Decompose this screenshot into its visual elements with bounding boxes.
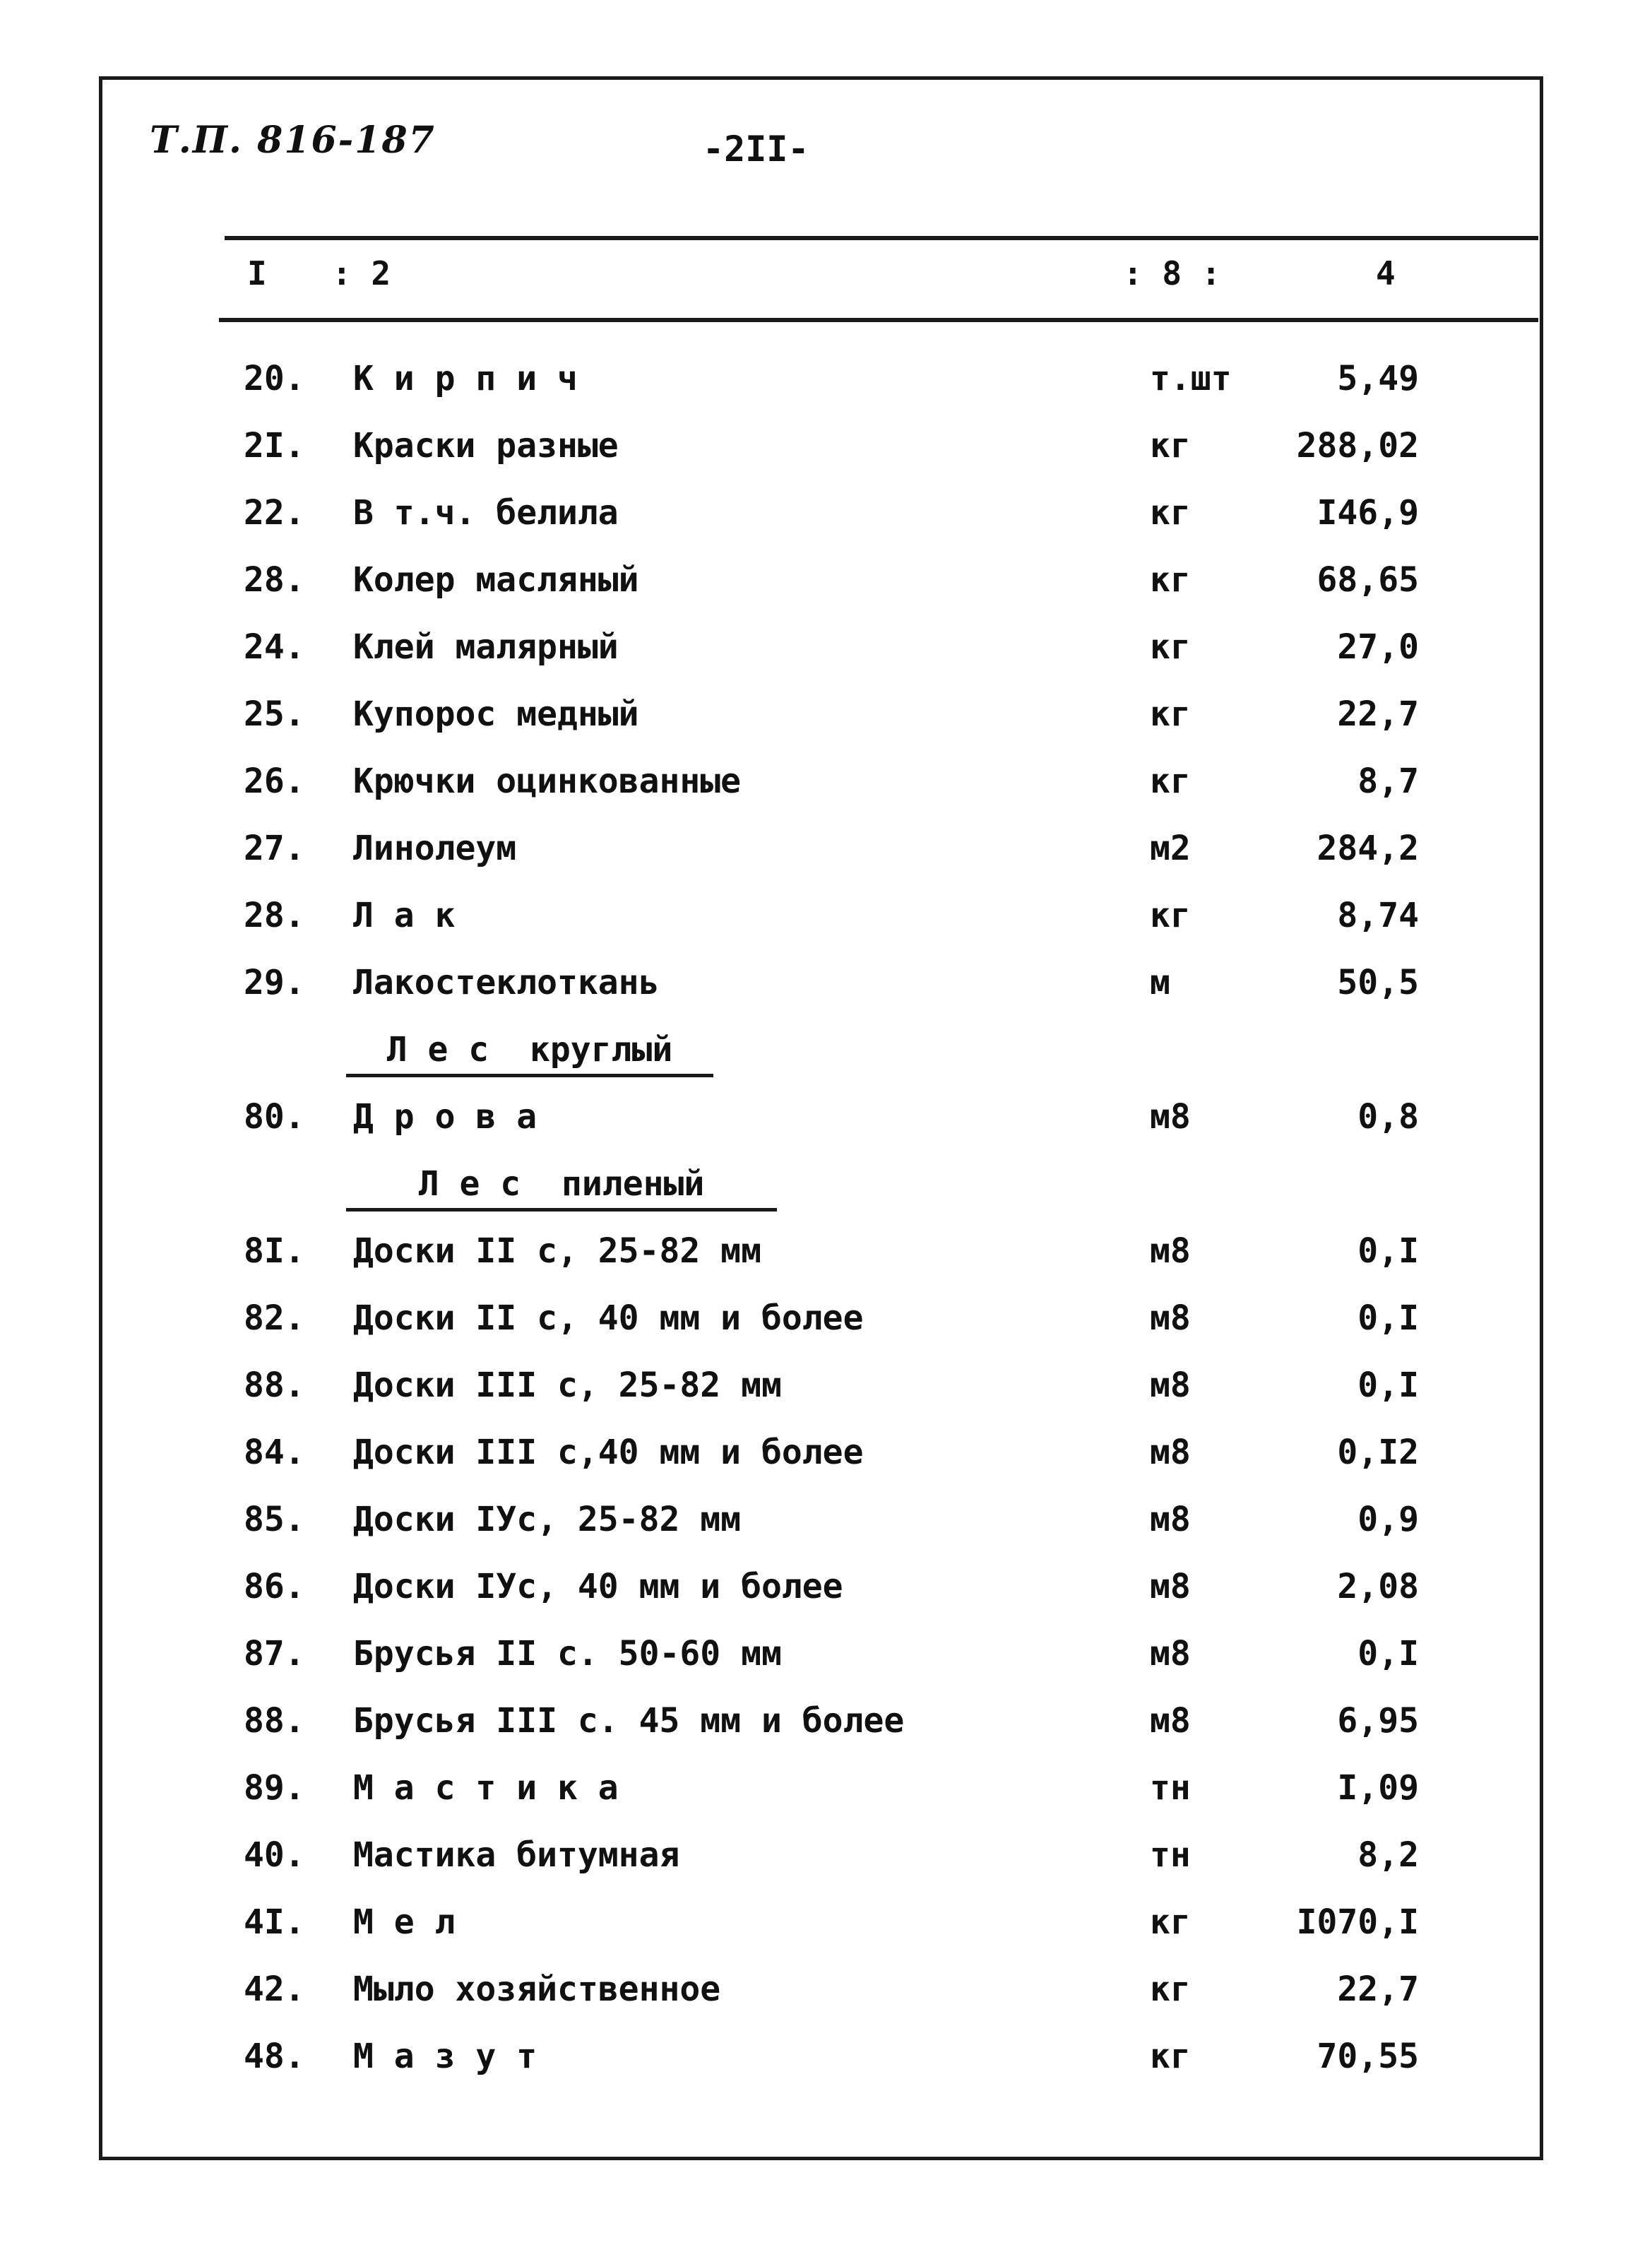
table-row [0,1701,1652,1758]
row-number: 88. [244,1366,305,1405]
row-name: Крючки оцинкованные [353,762,742,801]
row-number: 48. [244,2037,305,2076]
row-quantity: 5,49 [1337,359,1419,398]
row-name: Мыло хозяйственное [353,1969,721,2009]
row-number: 84. [244,1433,305,1472]
row-quantity: I46,9 [1317,493,1419,533]
row-name: Колер масляный [353,560,639,600]
row-quantity: 0,I [1357,1298,1419,1338]
row-quantity: I,09 [1337,1768,1419,1808]
row-number: 20. [244,359,305,398]
row-unit: кг [1150,560,1191,600]
row-unit: м8 [1150,1366,1191,1405]
row-quantity: 8,2 [1357,1835,1419,1875]
table-row [0,1567,1652,1623]
table-row [0,694,1652,751]
row-quantity: 22,7 [1337,694,1419,734]
row-unit: м8 [1150,1231,1191,1271]
row-quantity: 0,I [1357,1366,1419,1405]
row-number: 28. [244,560,305,600]
row-quantity: 70,55 [1317,2037,1419,2076]
row-name: В т.ч. белила [353,493,619,533]
row-unit: кг [1150,493,1191,533]
row-quantity: 6,95 [1337,1701,1419,1741]
table-row [0,2037,1652,2093]
table-row [0,963,1652,1019]
row-unit: т.шт [1150,359,1232,398]
header-bottom-rule [219,318,1538,322]
row-unit: кг [1150,1969,1191,2009]
row-number: 89. [244,1768,305,1808]
table-row [0,1835,1652,1892]
row-name: Брусья II с. 50-60 мм [353,1634,782,1674]
row-unit: м8 [1150,1097,1191,1137]
row-name: Доски IУс, 40 мм и более [353,1567,843,1606]
table-row [0,1768,1652,1825]
table-row [0,829,1652,885]
row-number: 4I. [244,1902,305,1942]
column-header-2: : 2 [332,254,391,292]
table-row [0,1433,1652,1489]
row-unit: м [1150,963,1170,1002]
row-unit: кг [1150,2037,1191,2076]
row-name: Краски разные [353,426,619,466]
row-name: Доски II с, 25-82 мм [353,1231,761,1271]
row-number: 85. [244,1500,305,1539]
row-unit: тн [1150,1835,1191,1875]
column-header-4: 4 [1376,254,1396,292]
row-quantity: 288,02 [1296,426,1419,466]
row-number: 40. [244,1835,305,1875]
row-unit: м2 [1150,829,1191,868]
row-name: М е л [353,1902,456,1942]
row-quantity: 68,65 [1317,560,1419,600]
row-quantity: 0,8 [1357,1097,1419,1137]
row-unit: кг [1150,896,1191,935]
table-row [0,426,1652,482]
table-row [0,1366,1652,1422]
row-quantity: 2,08 [1337,1567,1419,1606]
row-quantity: 50,5 [1337,963,1419,1002]
row-name: Мастика битумная [353,1835,680,1875]
row-name: Линолеум [353,829,517,868]
table-row [0,1097,1652,1154]
row-number: 80. [244,1097,305,1137]
row-unit: м8 [1150,1298,1191,1338]
row-number: 42. [244,1969,305,2009]
document-code: Т.П. 816-187 [150,119,436,162]
row-unit: м8 [1150,1634,1191,1674]
row-unit: кг [1150,694,1191,734]
row-unit: кг [1150,1902,1191,1942]
row-unit: м8 [1150,1567,1191,1606]
row-name: Л а к [353,896,456,935]
row-quantity: 27,0 [1337,627,1419,667]
table-row [0,1231,1652,1288]
table-row [0,560,1652,617]
row-name: К и р п и ч [353,359,578,398]
row-unit: кг [1150,627,1191,667]
table-row [0,1298,1652,1355]
row-quantity: 22,7 [1337,1969,1419,2009]
row-quantity: I070,I [1296,1902,1419,1942]
section-heading-sawn-timber: Л е с пиленый [346,1164,777,1212]
row-quantity: 8,7 [1357,762,1419,801]
table-row [0,1500,1652,1556]
row-number: 25. [244,694,305,734]
row-number: 87. [244,1634,305,1674]
row-name: Доски III с, 25-82 мм [353,1366,782,1405]
row-number: 28. [244,896,305,935]
row-quantity: 0,9 [1357,1500,1419,1539]
row-unit: кг [1150,762,1191,801]
row-unit: м8 [1150,1433,1191,1472]
header-top-rule [225,236,1538,240]
row-name: М а с т и к а [353,1768,619,1808]
row-number: 24. [244,627,305,667]
table-row [0,627,1652,684]
table-row [0,493,1652,550]
row-unit: м8 [1150,1701,1191,1741]
column-header-1: I [247,254,267,292]
row-number: 26. [244,762,305,801]
row-number: 8I. [244,1231,305,1271]
table-row [0,762,1652,818]
row-quantity: 0,I2 [1337,1433,1419,1472]
row-number: 88. [244,1701,305,1741]
row-name: Д р о в а [353,1097,537,1137]
row-name: Доски III с,40 мм и более [353,1433,864,1472]
row-number: 29. [244,963,305,1002]
row-unit: кг [1150,426,1191,466]
row-quantity: 0,I [1357,1634,1419,1674]
row-name: Купорос медный [353,694,639,734]
row-name: Доски IУс, 25-82 мм [353,1500,742,1539]
table-row [0,1634,1652,1690]
table-row [0,896,1652,952]
row-quantity: 8,74 [1337,896,1419,935]
row-name: Брусья III с. 45 мм и более [353,1701,905,1741]
row-number: 2I. [244,426,305,466]
row-quantity: 0,I [1357,1231,1419,1271]
row-number: 86. [244,1567,305,1606]
section-heading-round-timber: Л е с круглый [346,1030,713,1077]
row-name: Доски II с, 40 мм и более [353,1298,864,1338]
row-unit: м8 [1150,1500,1191,1539]
row-name: М а з у т [353,2037,537,2076]
row-name: Лакостеклоткань [353,963,660,1002]
row-unit: тн [1150,1768,1191,1808]
row-name: Клей малярный [353,627,619,667]
table-row [0,1969,1652,2026]
table-row [0,1902,1652,1959]
page-number: -2II- [703,129,809,170]
row-number: 27. [244,829,305,868]
row-number: 82. [244,1298,305,1338]
row-quantity: 284,2 [1317,829,1419,868]
column-header-3: : 8 : [1123,254,1221,292]
table-row [0,359,1652,415]
row-number: 22. [244,493,305,533]
